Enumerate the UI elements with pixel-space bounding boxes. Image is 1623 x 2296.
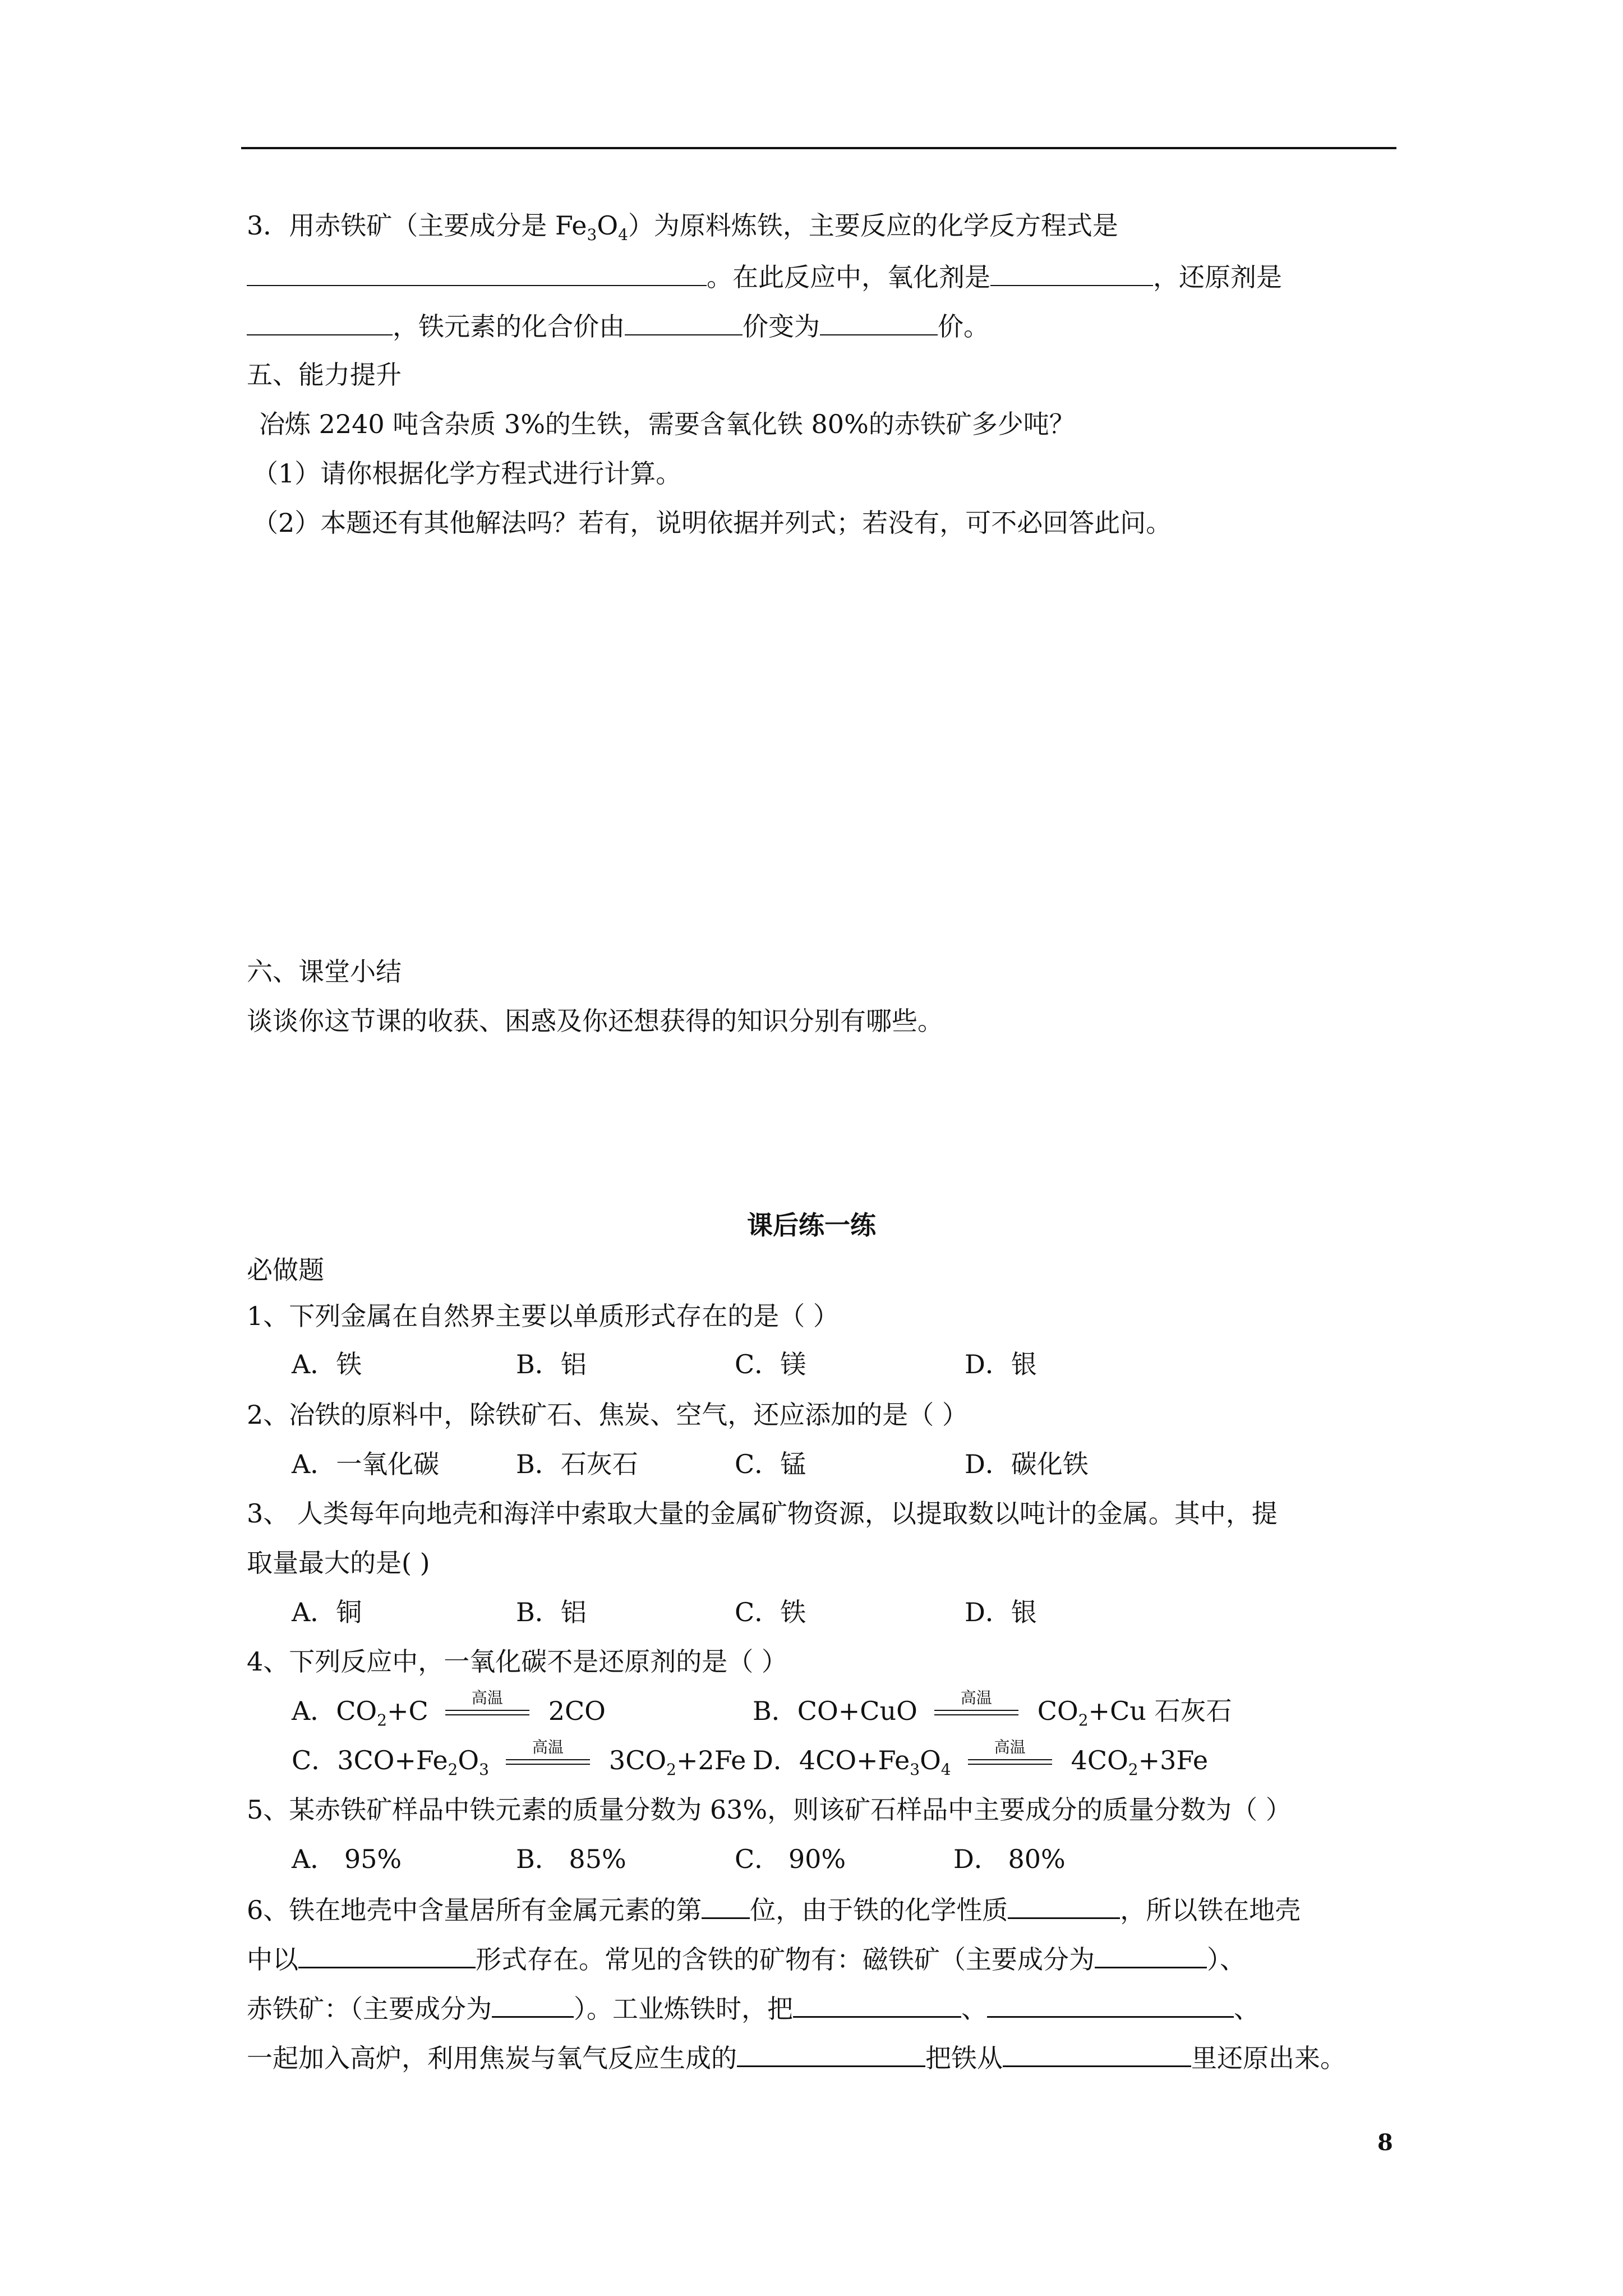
pq4-c-sub2: 3 [479, 1760, 489, 1779]
pq4-c-left: C．3CO+Fe [292, 1745, 448, 1775]
reaction-condition-arrow [962, 1738, 1058, 1777]
pq3-stem-line2: 取量最大的是( ) [247, 1548, 430, 1578]
pq5-option-b[interactable]: B． 85% [516, 1844, 626, 1874]
pq1-option-c[interactable]: C．镁 [735, 1349, 806, 1379]
pq2-stem: 2、冶铁的原料中，除铁矿石、焦炭、空气，还应添加的是（ ） [247, 1400, 968, 1430]
q3-text-f: ，铁元素的化合价由 [393, 311, 625, 342]
pq3-option-d[interactable]: D．银 [965, 1597, 1037, 1627]
pq3-option-a[interactable]: A．铜 [292, 1597, 362, 1627]
pq3-option-b[interactable]: B．铝 [516, 1597, 587, 1627]
pq1-stem: 1、下列金属在自然界主要以单质形式存在的是（ ） [247, 1301, 839, 1331]
q3-sub-3: 3 [587, 226, 597, 245]
pq6-text-11: 一起加入高炉，利用焦炭与氧气反应生成的 [247, 2043, 737, 2073]
pq4-d-left: D．4CO+Fe [753, 1745, 910, 1775]
pq2-option-a[interactable]: A．一氧化碳 [292, 1449, 440, 1479]
pq4-b-right: CO [1037, 1696, 1078, 1726]
pq4-option-c[interactable] [292, 1738, 746, 1779]
pq6-text-3: ，所以铁在地壳 [1120, 1895, 1301, 1925]
pq4-option-a[interactable] [292, 1688, 606, 1730]
pq4-a-sub: 2 [377, 1711, 387, 1730]
pq4-d-sub1: 3 [910, 1760, 920, 1779]
reaction-condition-arrow [929, 1688, 1024, 1728]
pq5-stem: 5、某赤铁矿样品中铁元素的质量分数为 63%，则该矿石样品中主要成分的质量分数为（ ） [247, 1795, 1292, 1825]
practice-required: 必做题 [247, 1255, 324, 1285]
q3-line2 [247, 260, 1282, 293]
section5-sub2: （2）本题还有其他解法吗？若有，说明依据并列式；若没有，可不必回答此问。 [252, 508, 1172, 538]
pq6-form-blank[interactable] [298, 1942, 476, 1968]
practice-title: 课后练一练 [747, 1210, 876, 1240]
pq4-d-left2: O [920, 1745, 941, 1775]
pq1-option-a[interactable]: A．铁 [292, 1349, 362, 1379]
pq4-stem: 4、下列反应中，一氧化碳不是还原剂的是（ ） [247, 1646, 787, 1677]
pq4-c-right: 3CO [608, 1745, 667, 1775]
pq3-stem-line1: 3、 人类每年向地壳和海洋中索取大量的金属矿物资源，以提取数以吨计的金属。其中，提 [247, 1498, 1278, 1529]
pq4-a-product: 2CO [548, 1696, 606, 1726]
pq6-text-2: 位，由于铁的化学性质 [750, 1895, 1008, 1925]
pq6-material2-blank[interactable] [987, 1991, 1234, 2018]
q3-oxidant-blank[interactable] [990, 260, 1153, 286]
pq5-option-a[interactable]: A． 95% [292, 1844, 402, 1874]
section5-problem: 冶炼 2240 吨含杂质 3%的生铁，需要含氧化铁 80%的赤铁矿多少吨？ [259, 409, 1075, 439]
pq4-d-sub2: 4 [940, 1760, 951, 1779]
pq6-text-9: 、 [961, 1994, 987, 2024]
pq6-text-8: ）。工业炼铁时，把 [574, 1994, 793, 2024]
pq6-rank-blank[interactable] [702, 1893, 750, 1919]
q3-valence-to-blank[interactable] [820, 310, 938, 335]
section5-sub1: （1）请你根据化学方程式进行计算。 [252, 458, 682, 489]
q3-text-d: 。在此反应中，氧化剂是 [707, 262, 990, 292]
pq4-c-sub3: 2 [666, 1760, 676, 1779]
q3-line3 [247, 310, 989, 342]
pq3-option-c[interactable]: C．铁 [735, 1597, 806, 1627]
pq4-a-tail: +C [386, 1696, 428, 1726]
condition-label: 高温 [994, 1738, 1026, 1756]
header-rule [241, 147, 1396, 149]
pq5-option-c[interactable]: C． 90% [735, 1844, 846, 1874]
pq4-option-b[interactable] [753, 1688, 1232, 1730]
pq4-option-d[interactable] [753, 1738, 1209, 1779]
pq4-a-text: A．CO [292, 1696, 377, 1726]
condition-label: 高温 [471, 1688, 503, 1707]
pq4-b-right2: +Cu 石灰石 [1088, 1696, 1232, 1726]
q3-text-a: 3．用赤铁矿（主要成分是 Fe [247, 210, 587, 241]
pq4-c-left2: O [458, 1745, 479, 1775]
q3-text-g: 价变为 [743, 311, 820, 342]
pq2-option-b[interactable]: B．石灰石 [516, 1449, 638, 1479]
q3-text-h: 价。 [938, 311, 989, 342]
pq1-option-b[interactable]: B．铝 [516, 1349, 587, 1379]
pq6-property-blank[interactable] [1008, 1893, 1120, 1919]
pq6-text-12: 把铁从 [925, 2043, 1003, 2073]
pq6-text-5: 形式存在。常见的含铁的矿物有：磁铁矿（主要成分为 [476, 1944, 1095, 1975]
pq4-d-sub3: 2 [1128, 1760, 1138, 1779]
pq6-text-7: 赤铁矿：（主要成分为 [247, 1994, 492, 2024]
pq6-line3 [247, 1991, 1260, 2024]
section6-text: 谈谈你这节课的收获、困惑及你还想获得的知识分别有哪些。 [247, 1006, 943, 1036]
q3-sub-4: 4 [618, 226, 628, 245]
section5-heading: 五、能力提升 [247, 360, 402, 390]
pq2-option-d[interactable]: D．碳化铁 [965, 1449, 1089, 1479]
pq6-line2 [247, 1942, 1246, 1975]
pq6-magnetite-blank[interactable] [1095, 1942, 1207, 1968]
pq6-material1-blank[interactable] [793, 1991, 961, 2018]
condition-label: 高温 [532, 1738, 564, 1756]
q3-line1 [247, 210, 1118, 245]
pq6-ore-blank[interactable] [1003, 2041, 1191, 2067]
pq4-d-right: 4CO [1071, 1745, 1128, 1775]
pq4-d-right2: +3Fe [1138, 1745, 1209, 1775]
q3-text-e: ，还原剂是 [1153, 262, 1282, 292]
q3-valence-from-blank[interactable] [625, 310, 743, 335]
q3-reductant-blank[interactable] [247, 310, 393, 335]
reaction-condition-arrow [500, 1738, 596, 1777]
pq4-b-sub: 2 [1078, 1711, 1089, 1730]
pq6-text-6: ）、 [1207, 1944, 1246, 1975]
pq6-hematite-blank[interactable] [492, 1991, 574, 2018]
pq6-reducer-blank[interactable] [737, 2041, 925, 2067]
section6-heading: 六、课堂小结 [247, 956, 402, 987]
pq6-text-10: 、 [1234, 1994, 1260, 2024]
pq6-line4 [247, 2041, 1346, 2074]
pq6-text-4: 中以 [247, 1944, 298, 1975]
pq4-c-sub1: 2 [448, 1760, 458, 1779]
condition-label: 高温 [960, 1688, 992, 1707]
pq4-c-right2: +2Fe [676, 1745, 746, 1775]
q3-text-b: O [597, 210, 619, 241]
pq2-option-c[interactable]: C．锰 [735, 1449, 806, 1479]
pq1-option-d[interactable]: D．银 [965, 1349, 1037, 1379]
pq6-line1 [247, 1893, 1301, 1926]
pq6-text-13: 里还原出来。 [1191, 2043, 1346, 2073]
page-number: 8 [1377, 2129, 1393, 2156]
pq5-option-d[interactable]: D． 80% [953, 1844, 1066, 1874]
q3-equation-blank[interactable] [247, 260, 707, 286]
reaction-condition-arrow [440, 1688, 535, 1728]
pq4-b-left: B．CO+CuO [753, 1696, 917, 1726]
q3-text-c: ）为原料炼铁，主要反应的化学反方程式是 [628, 210, 1118, 241]
pq6-text-1: 6、铁在地壳中含量居所有金属元素的第 [247, 1895, 702, 1925]
